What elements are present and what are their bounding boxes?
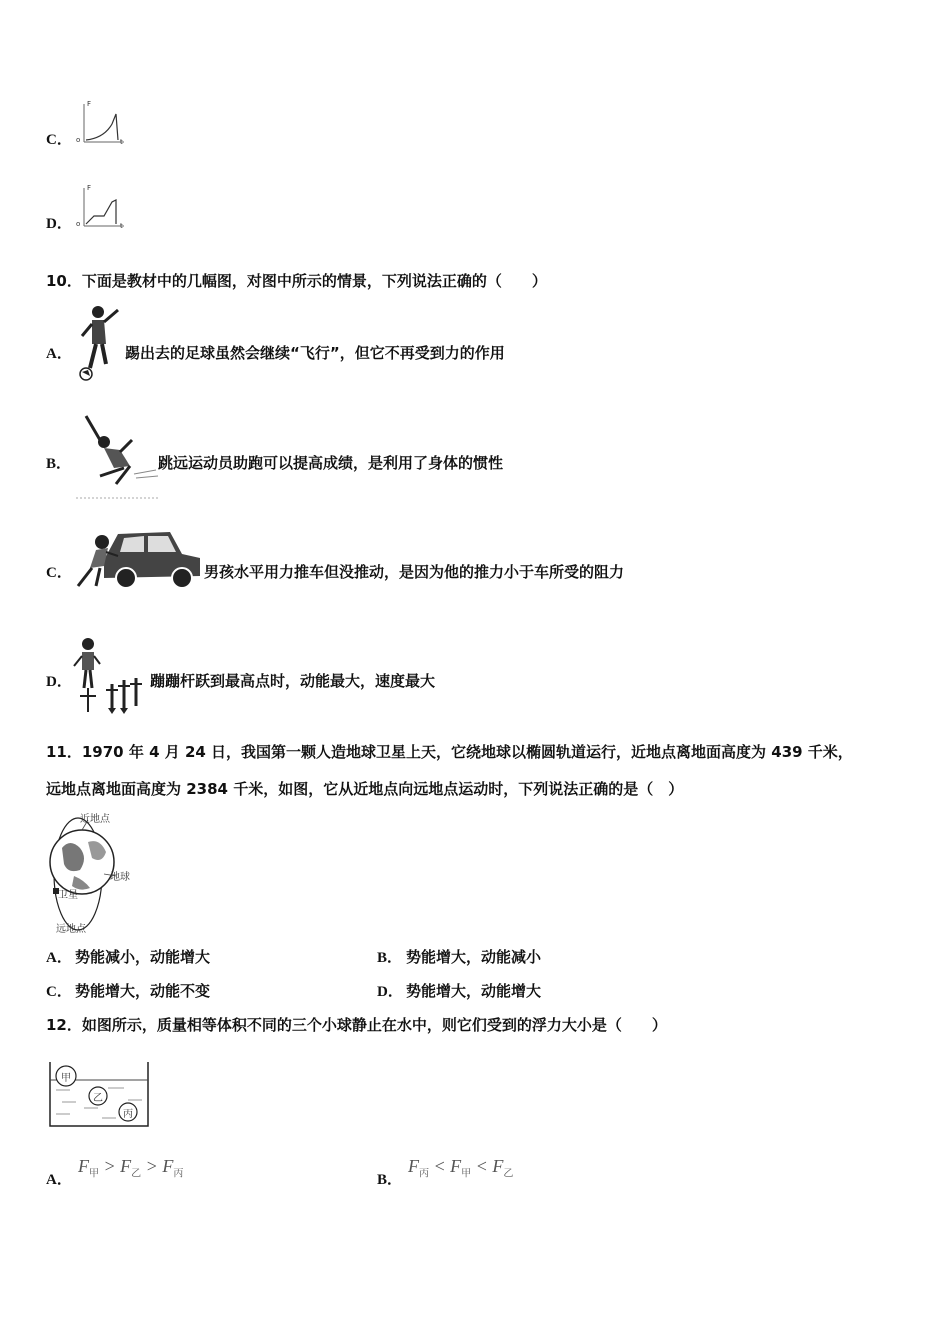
- q11-option-d-letter[interactable]: D．: [377, 984, 403, 1000]
- q11-perigee-label: 近地点: [80, 814, 110, 825]
- q12-b-f3: F: [492, 1156, 504, 1176]
- q12-b-sub1: 丙: [419, 1168, 429, 1180]
- q12-b-f2: F: [450, 1156, 462, 1176]
- q12-option-a-letter[interactable]: A．: [46, 1172, 72, 1188]
- q9-c-axis-x-label: t: [120, 138, 123, 146]
- q10-stem: 10．下面是教材中的几幅图，对图中所示的情景，下列说法正确的（ ）: [46, 272, 547, 290]
- q11-option-b-text[interactable]: 势能增大，动能减小: [406, 948, 542, 966]
- q12-option-b-letter[interactable]: B．: [377, 1172, 403, 1188]
- q12-ball-yi-label: 乙: [93, 1093, 103, 1104]
- q12-a-f2: F: [120, 1156, 132, 1176]
- q10-option-c-letter[interactable]: C．: [46, 565, 72, 581]
- q12-a-f3: F: [162, 1156, 174, 1176]
- q12-option-b-formula[interactable]: [408, 1156, 513, 1180]
- q10-option-d-text[interactable]: 蹦蹦杆跃到最高点时，动能最大，速度最大: [150, 672, 436, 690]
- q12-a-sub1: 甲: [89, 1168, 99, 1180]
- q12-a-sub3: 丙: [173, 1168, 184, 1180]
- q11-satellite-label: 卫星: [58, 890, 78, 901]
- q9-c-axis-y-label: F: [87, 100, 92, 108]
- q10-d-pogo-stick-image: [72, 636, 152, 718]
- q11-option-b-letter[interactable]: B．: [377, 950, 403, 966]
- q10-option-b-letter[interactable]: B．: [46, 456, 72, 472]
- q12-b-f1: F: [408, 1156, 419, 1176]
- q11-apogee-label: 远地点: [56, 924, 86, 935]
- q10-option-b-text[interactable]: 跳远运动员助跑可以提高成绩，是利用了身体的惯性: [158, 454, 504, 472]
- q11-option-a-letter[interactable]: A．: [46, 950, 72, 966]
- q12-b-op2: <: [471, 1156, 493, 1176]
- q11-option-c-letter[interactable]: C．: [46, 984, 72, 1000]
- q10-option-a-text[interactable]: 踢出去的足球虽然会继续“飞行”，但它不再受到力的作用: [125, 344, 505, 362]
- q10-a-soccer-player-image: [74, 302, 124, 384]
- q11-stem-line2: 远地点离地面高度为 2384 千米，如图，它从近地点向远地点运动时，下列说法正确的是（ ）: [46, 780, 684, 798]
- q12-option-a-formula[interactable]: [78, 1156, 183, 1180]
- q9-d-origin-label: o: [76, 220, 81, 228]
- q12-ball-jia-label: 甲: [61, 1073, 71, 1084]
- q11-orbit-figure: [44, 808, 144, 934]
- q12-a-op2: >: [141, 1156, 163, 1176]
- q9-option-d-graph[interactable]: [76, 184, 128, 232]
- q11-option-a-text[interactable]: 势能减小，动能增大: [75, 948, 211, 966]
- q10-option-a-letter[interactable]: A．: [46, 346, 72, 362]
- q10-c-boy-pushing-car-image: [74, 520, 204, 592]
- q12-water-tank-figure: [48, 1060, 150, 1128]
- q9-d-axis-x-label: t: [120, 222, 123, 230]
- q10-b-long-jumper-image: [74, 412, 160, 504]
- q11-option-c-text[interactable]: 势能增大，动能不变: [75, 982, 211, 1000]
- q9-option-d-letter[interactable]: D．: [46, 216, 72, 232]
- q11-earth-label: 地球: [110, 872, 130, 883]
- q9-option-c-letter[interactable]: C．: [46, 132, 72, 148]
- q9-d-axis-y-label: F: [87, 184, 92, 192]
- q10-option-d-letter[interactable]: D．: [46, 674, 72, 690]
- q10-option-c-text[interactable]: 男孩水平用力推车但没推动，是因为他的推力小于车所受的阻力: [204, 563, 625, 581]
- q12-a-f1: F: [78, 1156, 89, 1176]
- q11-stem-line1: 11．1970 年 4 月 24 日，我国第一颗人造地球卫星上天，它绕地球以椭圆轨道运行，近地点离地面高度为 439 千米，: [46, 743, 853, 761]
- q12-b-sub3: 乙: [503, 1168, 514, 1180]
- q9-c-origin-label: o: [76, 136, 81, 144]
- q12-a-op1: >: [99, 1156, 121, 1176]
- q12-ball-bing-label: 丙: [123, 1109, 133, 1120]
- q12-a-sub2: 乙: [131, 1168, 142, 1180]
- q12-b-op1: <: [429, 1156, 451, 1176]
- q12-b-sub2: 甲: [461, 1168, 472, 1180]
- q12-stem: 12．如图所示，质量相等体积不同的三个小球静止在水中，则它们受到的浮力大小是（ ）: [46, 1016, 667, 1034]
- q9-option-c-graph[interactable]: [76, 100, 128, 148]
- q11-option-d-text[interactable]: 势能增大，动能增大: [406, 982, 542, 1000]
